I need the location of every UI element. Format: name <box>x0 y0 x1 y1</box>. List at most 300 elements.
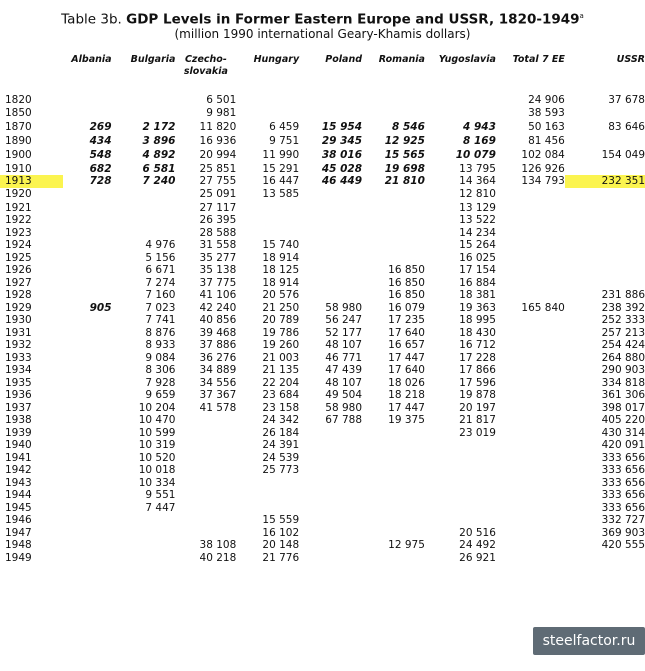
bulgaria-cell: 4 976 <box>145 239 176 251</box>
romania-cell <box>362 107 425 121</box>
poland-cell: 47 439 <box>325 364 363 376</box>
hungary-cell: 21 250 <box>262 301 300 314</box>
czechoslovakia-cell <box>175 514 236 527</box>
yugoslavia-cell: 21 817 <box>459 414 496 426</box>
bulgaria-cell <box>112 107 176 121</box>
bulgaria-cell: 7 160 <box>145 289 176 301</box>
yugoslavia-cell: 24 492 <box>459 539 496 551</box>
poland-cell: 38 016 <box>321 149 363 162</box>
table-row <box>0 489 645 502</box>
bulgaria-cell: 10 334 <box>138 476 176 489</box>
year-cell: 1937 <box>5 401 32 414</box>
ussr-cell: 334 818 <box>601 376 645 389</box>
bulgaria-cell: 7 240 <box>142 175 176 187</box>
total-7-ee-cell <box>496 477 565 490</box>
year-cell: 1934 <box>5 364 32 376</box>
albania-cell <box>63 427 112 440</box>
year-cell: 1933 <box>5 351 32 364</box>
romania-cell: 16 657 <box>388 339 425 351</box>
yugoslavia-cell: 17 866 <box>459 364 496 376</box>
ussr-cell: 332 727 <box>601 514 645 526</box>
czechoslovakia-cell: 26 395 <box>199 214 237 226</box>
hungary-cell: 16 447 <box>262 175 300 187</box>
czechoslovakia-cell <box>175 427 236 440</box>
year-cell: 1850 <box>5 107 32 120</box>
czechoslovakia-cell: 37 775 <box>199 276 237 289</box>
czechoslovakia-cell: 31 558 <box>199 239 237 251</box>
header-ussr: USSR <box>616 54 645 65</box>
albania-cell <box>63 289 112 302</box>
hungary-cell <box>236 214 299 227</box>
hungary-cell: 13 585 <box>262 188 300 201</box>
poland-cell: 46 449 <box>321 175 363 187</box>
bulgaria-cell <box>112 188 176 202</box>
yugoslavia-cell: 20 197 <box>459 401 496 414</box>
bulgaria-cell: 7 447 <box>145 501 176 514</box>
table-row <box>0 277 645 290</box>
albania-cell <box>63 327 112 340</box>
czechoslovakia-cell: 40 218 <box>199 551 237 564</box>
ussr-cell: 254 424 <box>601 339 645 351</box>
year-cell: 1944 <box>5 489 32 501</box>
albania-cell <box>63 339 112 352</box>
title-prefix: Table 3b. <box>61 11 127 28</box>
romania-cell <box>362 452 425 465</box>
year-cell: 1900 <box>5 149 32 162</box>
romania-cell: 17 447 <box>388 401 425 414</box>
header-czechoslovakia: Czecho- slovakia <box>183 54 228 77</box>
yugoslavia-cell: 19 363 <box>459 301 496 314</box>
total-7-ee-cell <box>496 389 565 402</box>
poland-cell <box>299 239 362 252</box>
ussr-cell: 333 656 <box>601 489 645 501</box>
ussr-cell: 37 678 <box>608 94 645 106</box>
ussr-cell <box>565 552 645 565</box>
czechoslovakia-cell: 11 820 <box>199 121 237 134</box>
yugoslavia-cell: 13 795 <box>459 162 496 175</box>
albania-cell <box>63 352 112 365</box>
poland-cell <box>299 452 362 465</box>
total-7-ee-cell <box>496 452 565 465</box>
ussr-cell <box>565 188 645 202</box>
table-row <box>0 135 645 149</box>
total-7-ee-cell <box>496 439 565 452</box>
romania-cell <box>362 239 425 252</box>
albania-cell <box>63 452 112 465</box>
hungary-cell: 21 003 <box>262 351 300 364</box>
total-7-ee-cell <box>496 277 565 290</box>
albania-cell <box>63 527 112 540</box>
poland-cell <box>299 502 362 515</box>
albania-cell <box>63 314 112 327</box>
ussr-cell: 420 091 <box>601 439 645 451</box>
bulgaria-cell: 10 204 <box>138 401 176 414</box>
albania-cell <box>63 464 112 477</box>
poland-cell: 45 028 <box>321 162 363 175</box>
total-7-ee-cell <box>496 527 565 540</box>
romania-cell <box>362 514 425 527</box>
hungary-cell <box>236 477 299 490</box>
ussr-cell: 430 314 <box>601 426 645 439</box>
czechoslovakia-cell: 40 856 <box>199 314 237 326</box>
bulgaria-cell <box>112 527 176 540</box>
poland-cell <box>299 527 362 540</box>
total-7-ee-cell <box>496 214 565 227</box>
bulgaria-cell: 7 023 <box>145 301 176 314</box>
table-row <box>0 364 645 377</box>
romania-cell: 16 850 <box>388 276 425 289</box>
czechoslovakia-cell: 34 889 <box>199 364 237 376</box>
hungary-cell: 15 559 <box>262 514 300 526</box>
romania-cell: 19 375 <box>388 414 425 426</box>
yugoslavia-cell <box>425 514 496 527</box>
total-7-ee-cell <box>496 464 565 477</box>
albania-cell <box>63 389 112 402</box>
czechoslovakia-cell: 25 091 <box>199 188 237 201</box>
albania-cell <box>63 239 112 252</box>
yugoslavia-cell: 14 234 <box>459 226 496 239</box>
albania-cell <box>63 277 112 290</box>
total-7-ee-cell: 38 593 <box>528 107 565 120</box>
ussr-cell: 398 017 <box>601 401 645 414</box>
bulgaria-cell <box>112 202 176 215</box>
romania-cell: 17 640 <box>388 326 425 339</box>
table-row <box>0 252 645 265</box>
table-row <box>0 427 645 440</box>
poland-cell <box>299 202 362 215</box>
table-row <box>0 464 645 477</box>
czechoslovakia-cell: 41 106 <box>199 289 237 301</box>
poland-cell <box>299 439 362 452</box>
bulgaria-cell: 10 319 <box>138 439 176 451</box>
table-row <box>0 214 645 227</box>
poland-cell <box>299 214 362 227</box>
bulgaria-cell: 8 933 <box>145 339 176 351</box>
hungary-cell: 20 576 <box>262 289 300 301</box>
albania-cell <box>63 202 112 215</box>
total-7-ee-cell <box>496 264 565 277</box>
header-year <box>0 54 63 94</box>
year-cell: 1925 <box>5 251 32 264</box>
total-7-ee-cell <box>496 327 565 340</box>
yugoslavia-cell: 20 516 <box>459 526 496 539</box>
table-row <box>0 439 645 452</box>
total-7-ee-cell: 102 084 <box>521 149 565 162</box>
hungary-cell: 19 260 <box>262 339 300 351</box>
table-title <box>0 8 645 28</box>
czechoslovakia-cell: 34 556 <box>199 376 237 389</box>
bulgaria-cell: 9 551 <box>145 489 176 501</box>
albania-cell <box>63 414 112 427</box>
ussr-cell: 420 555 <box>601 539 645 551</box>
table-row <box>0 327 645 340</box>
hungary-cell <box>236 489 299 502</box>
year-cell: 1890 <box>5 135 32 148</box>
header-romania: Romania <box>378 54 425 65</box>
table-row <box>0 175 645 188</box>
albania-cell <box>63 107 112 121</box>
ussr-cell <box>565 163 645 176</box>
czechoslovakia-cell: 27 117 <box>199 201 237 214</box>
yugoslavia-cell: 19 878 <box>459 389 496 401</box>
table-row <box>0 452 645 465</box>
total-7-ee-cell <box>496 552 565 565</box>
poland-cell: 48 107 <box>325 339 363 351</box>
ussr-cell <box>565 135 645 149</box>
romania-cell <box>362 489 425 502</box>
romania-cell: 16 079 <box>388 301 425 314</box>
czechoslovakia-cell: 42 240 <box>199 301 237 314</box>
ussr-cell: 238 392 <box>601 301 645 314</box>
poland-cell <box>299 188 362 202</box>
ussr-cell: 83 646 <box>608 121 645 134</box>
poland-cell <box>299 489 362 502</box>
table-row <box>0 414 645 427</box>
year-cell: 1913 <box>0 175 63 188</box>
albania-cell: 905 <box>89 301 112 314</box>
hungary-cell: 24 391 <box>262 439 300 451</box>
albania-cell: 728 <box>89 175 112 187</box>
year-cell: 1924 <box>5 239 32 251</box>
poland-cell <box>299 464 362 477</box>
bulgaria-cell <box>112 214 176 227</box>
czechoslovakia-cell <box>175 414 236 427</box>
ussr-cell: 232 351 <box>565 175 645 188</box>
romania-cell: 17 447 <box>388 351 425 364</box>
poland-cell <box>299 264 362 277</box>
romania-cell <box>362 202 425 215</box>
year-cell: 1947 <box>5 526 32 539</box>
romania-cell <box>362 427 425 440</box>
total-7-ee-cell: 24 906 <box>528 94 565 106</box>
czechoslovakia-cell: 41 578 <box>199 401 237 414</box>
year-cell: 1948 <box>5 539 32 551</box>
ussr-cell: 252 333 <box>601 314 645 326</box>
romania-cell <box>362 227 425 240</box>
gdp-table <box>0 54 645 564</box>
yugoslavia-cell: 23 019 <box>459 426 496 439</box>
ussr-cell: 154 049 <box>601 149 645 162</box>
bulgaria-cell: 8 876 <box>145 326 176 339</box>
total-7-ee-cell: 165 840 <box>521 301 565 314</box>
albania-cell <box>63 377 112 390</box>
poland-cell <box>299 552 362 565</box>
yugoslavia-cell: 17 596 <box>459 376 496 389</box>
romania-cell <box>362 527 425 540</box>
hungary-cell <box>236 202 299 215</box>
romania-cell: 17 640 <box>388 364 425 376</box>
table-row <box>0 539 645 552</box>
year-cell: 1943 <box>5 476 32 489</box>
year-cell: 1930 <box>5 314 32 326</box>
yugoslavia-cell: 18 381 <box>459 289 496 301</box>
bulgaria-cell: 10 599 <box>138 426 176 439</box>
total-7-ee-cell <box>496 539 565 552</box>
year-cell: 1920 <box>5 188 32 201</box>
header-poland: Poland <box>325 54 363 65</box>
czechoslovakia-cell: 35 277 <box>199 251 237 264</box>
czechoslovakia-cell <box>175 489 236 502</box>
table-row <box>0 514 645 527</box>
total-7-ee-cell: 134 793 <box>521 175 565 187</box>
romania-cell <box>362 477 425 490</box>
year-cell: 1922 <box>5 214 32 226</box>
ussr-cell: 333 656 <box>601 501 645 514</box>
czechoslovakia-cell: 25 851 <box>199 162 237 175</box>
table-row <box>0 552 645 565</box>
table-row <box>0 94 645 107</box>
romania-cell <box>362 252 425 265</box>
table-row <box>0 402 645 415</box>
title-footnote-mark: a <box>579 12 584 20</box>
romania-cell <box>362 214 425 227</box>
hungary-cell: 19 786 <box>262 326 300 339</box>
bulgaria-cell: 6 671 <box>145 264 176 276</box>
romania-cell: 18 026 <box>388 376 425 389</box>
czechoslovakia-cell <box>175 452 236 465</box>
poland-cell <box>299 514 362 527</box>
ussr-cell <box>565 239 645 252</box>
yugoslavia-cell: 13 522 <box>459 214 496 226</box>
yugoslavia-cell: 14 364 <box>459 175 496 187</box>
romania-cell <box>362 94 425 107</box>
bulgaria-cell: 4 892 <box>142 149 176 162</box>
bulgaria-cell <box>112 94 176 107</box>
bulgaria-cell <box>112 227 176 240</box>
poland-cell <box>299 94 362 107</box>
romania-cell: 12 925 <box>384 135 425 148</box>
hungary-cell: 22 204 <box>262 376 300 389</box>
year-cell: 1921 <box>5 201 32 214</box>
yugoslavia-cell <box>425 107 496 121</box>
total-7-ee-cell <box>496 402 565 415</box>
ussr-cell <box>565 252 645 265</box>
ussr-cell: 361 306 <box>601 389 645 401</box>
header-row <box>0 54 645 94</box>
year-cell: 1936 <box>5 389 32 401</box>
year-cell: 1928 <box>5 289 32 301</box>
table-row <box>0 302 645 315</box>
total-7-ee-cell <box>496 188 565 202</box>
romania-cell: 18 218 <box>388 389 425 401</box>
albania-cell <box>63 94 112 107</box>
hungary-cell <box>236 502 299 515</box>
poland-cell: 67 788 <box>325 414 363 426</box>
bulgaria-cell: 6 581 <box>142 162 176 175</box>
year-cell: 1910 <box>5 162 32 175</box>
table-row <box>0 239 645 252</box>
table-row <box>0 264 645 277</box>
romania-cell: 16 850 <box>388 264 425 276</box>
czechoslovakia-cell: 35 138 <box>199 264 237 276</box>
year-cell: 1939 <box>5 426 32 439</box>
table-row <box>0 339 645 352</box>
poland-cell <box>299 277 362 290</box>
table-row <box>0 527 645 540</box>
poland-cell: 58 980 <box>325 301 363 314</box>
albania-cell <box>63 188 112 202</box>
yugoslavia-cell <box>425 464 496 477</box>
romania-cell <box>362 552 425 565</box>
albania-cell <box>63 364 112 377</box>
table-row <box>0 149 645 163</box>
ussr-cell: 231 886 <box>601 289 645 301</box>
albania-cell <box>63 477 112 490</box>
ussr-cell <box>565 264 645 277</box>
hungary-cell <box>236 94 299 107</box>
albania-cell: 682 <box>89 162 112 175</box>
ussr-cell: 333 656 <box>601 451 645 464</box>
watermark-logo: steelfactor.ru <box>533 627 645 655</box>
yugoslavia-cell: 16 884 <box>459 276 496 289</box>
yugoslavia-cell: 17 154 <box>459 264 496 276</box>
yugoslavia-cell <box>425 452 496 465</box>
total-7-ee-cell <box>496 339 565 352</box>
albania-cell <box>63 439 112 452</box>
yugoslavia-cell: 16 025 <box>459 251 496 264</box>
albania-cell <box>63 552 112 565</box>
year-cell: 1941 <box>5 451 32 464</box>
total-7-ee-cell <box>496 202 565 215</box>
czechoslovakia-cell <box>175 527 236 540</box>
header-hungary: Hungary <box>253 54 300 65</box>
romania-cell <box>362 502 425 515</box>
yugoslavia-cell: 4 943 <box>463 121 496 134</box>
bulgaria-cell: 10 470 <box>138 414 176 426</box>
table-row <box>0 352 645 365</box>
bulgaria-cell <box>112 552 176 565</box>
table-row <box>0 202 645 215</box>
yugoslavia-cell <box>425 489 496 502</box>
czechoslovakia-cell: 37 367 <box>199 389 237 401</box>
header-bulgaria: Bulgaria <box>130 54 176 65</box>
hungary-cell: 25 773 <box>262 464 300 476</box>
poland-cell: 46 771 <box>325 351 363 364</box>
yugoslavia-cell: 15 264 <box>459 239 496 251</box>
poland-cell: 49 504 <box>325 389 363 401</box>
ussr-cell: 333 656 <box>601 476 645 489</box>
czechoslovakia-cell: 39 468 <box>199 326 237 339</box>
bulgaria-cell: 10 018 <box>138 464 176 476</box>
romania-cell: 8 546 <box>392 121 425 134</box>
year-cell: 1927 <box>5 276 32 289</box>
hungary-cell <box>236 107 299 121</box>
hungary-cell: 15 291 <box>262 162 300 175</box>
albania-cell <box>63 264 112 277</box>
total-7-ee-cell <box>496 377 565 390</box>
year-cell: 1923 <box>5 226 32 239</box>
total-7-ee-cell: 50 163 <box>528 121 565 134</box>
czechoslovakia-cell: 37 886 <box>199 339 237 351</box>
year-cell: 1931 <box>5 326 32 339</box>
table-row <box>0 107 645 121</box>
total-7-ee-cell: 81 456 <box>528 135 565 148</box>
ussr-cell: 257 213 <box>601 326 645 339</box>
total-7-ee-cell <box>496 414 565 427</box>
bulgaria-cell: 2 172 <box>142 121 176 134</box>
bulgaria-cell: 10 520 <box>138 451 176 464</box>
romania-cell: 15 565 <box>384 149 425 162</box>
poland-cell <box>299 107 362 121</box>
albania-cell <box>63 227 112 240</box>
czechoslovakia-cell <box>175 502 236 515</box>
total-7-ee-cell <box>496 252 565 265</box>
year-cell: 1949 <box>5 551 32 564</box>
ussr-cell: 405 220 <box>601 414 645 426</box>
albania-cell: 548 <box>89 149 112 162</box>
total-7-ee-cell <box>496 352 565 365</box>
year-cell: 1820 <box>5 94 32 106</box>
